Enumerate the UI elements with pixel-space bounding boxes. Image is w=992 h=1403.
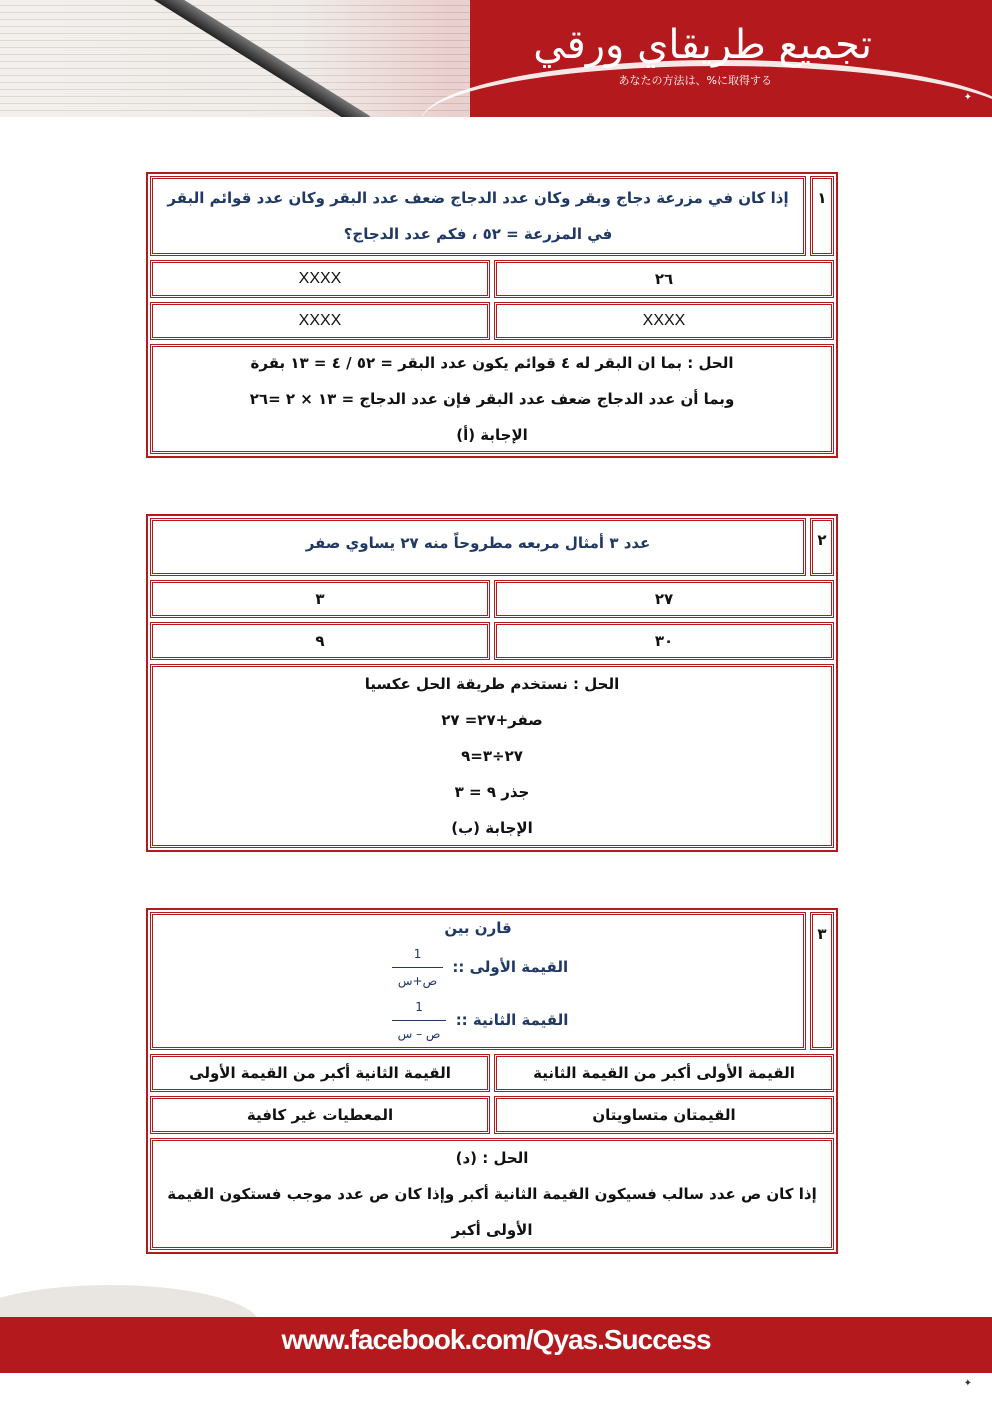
solution-line: صفر+٢٧= ٢٧: [441, 711, 543, 729]
solution-line: إذا كان ص عدد سالب فسيكون القيمة الثانية أكبر وإذا كان ص عدد موجب فستكون القيمة الأولى أكبر: [167, 1185, 817, 1239]
first-fraction: [392, 941, 443, 994]
logo-icon: ✦: [963, 92, 972, 103]
second-value-label: القيمة الثانية ::: [455, 1011, 569, 1029]
solution-answer: الإجابة (أ): [456, 426, 528, 444]
fraction-denominator: ص+س: [397, 974, 438, 988]
brand-title: تجميع طريقاي ورقي: [533, 22, 872, 68]
decorative-curve: [420, 60, 992, 117]
option-d[interactable]: XXXX: [150, 302, 490, 340]
question-text: [150, 912, 806, 1050]
footer-logo-icon: ✦: [963, 1378, 972, 1389]
option-a[interactable]: ٢٧: [494, 580, 834, 618]
option-d[interactable]: المعطيات غير كافية: [150, 1096, 490, 1134]
solution: [150, 664, 834, 848]
solution: [150, 1138, 834, 1250]
question-text: عدد ٣ أمثال مربعه مطروحاً منه ٢٧ يساوي صفر: [150, 518, 806, 576]
solution-line: الحل : نستخدم طريقة الحل عكسيا: [364, 675, 620, 693]
question-number: ٢: [810, 518, 834, 576]
compare-heading: قارن بين: [444, 919, 512, 937]
solution-line: ٢٧÷٣=٩: [461, 747, 523, 765]
footer-url[interactable]: www.facebook.com/Qyas.Success: [281, 1324, 711, 1355]
solution-line: الحل : بما ان البقر له ٤ قوائم يكون عدد البقر = ٥٢ / ٤ = ١٣ بقرة: [250, 354, 734, 372]
solution-line: جذر ٩ = ٣: [454, 783, 530, 801]
option-b[interactable]: القيمة الثانية أكبر من القيمة الأولى: [150, 1054, 490, 1092]
question-2: [146, 514, 838, 852]
option-b[interactable]: XXXX: [150, 260, 490, 298]
question-text: إذا كان في مزرعة دجاج وبقر وكان عدد الدجاج ضعف عدد البقر وكان عدد قوائم البقر في المزرعة = ٥٢ ، فكم عدد الدجاج؟: [150, 176, 806, 256]
question-3: [146, 908, 838, 1254]
first-value: [388, 941, 568, 994]
solution: [150, 344, 834, 454]
solution-answer: الحل : (د): [455, 1149, 529, 1167]
option-a[interactable]: ٢٦: [494, 260, 834, 298]
second-fraction: [392, 994, 447, 1047]
option-a[interactable]: القيمة الأولى أكبر من القيمة الثانية: [494, 1054, 834, 1092]
question-number: ١: [810, 176, 834, 256]
solution-line: وبما أن عدد الدجاج ضعف عدد البقر فإن عدد الدجاج = ١٣ × ٢ =٢٦: [249, 390, 735, 408]
second-value: [388, 994, 569, 1047]
brand-subtitle: あなたの方法は、%に取得する: [618, 74, 772, 87]
first-value-label: القيمة الأولى ::: [452, 958, 569, 976]
fraction-numerator: 1: [392, 941, 443, 968]
option-d[interactable]: ٩: [150, 622, 490, 660]
header-banner: [0, 0, 992, 117]
solution-answer: الإجابة (ب): [451, 819, 533, 837]
fraction-denominator: ص – س: [397, 1027, 441, 1041]
question-1: [146, 172, 838, 458]
question-number: ٣: [810, 912, 834, 1050]
option-c[interactable]: XXXX: [494, 302, 834, 340]
option-c[interactable]: ٣٠: [494, 622, 834, 660]
option-c[interactable]: القيمتان متساويتان: [494, 1096, 834, 1134]
fraction-numerator: 1: [392, 994, 447, 1021]
option-b[interactable]: ٣: [150, 580, 490, 618]
answer-sheet-image: [0, 0, 470, 117]
